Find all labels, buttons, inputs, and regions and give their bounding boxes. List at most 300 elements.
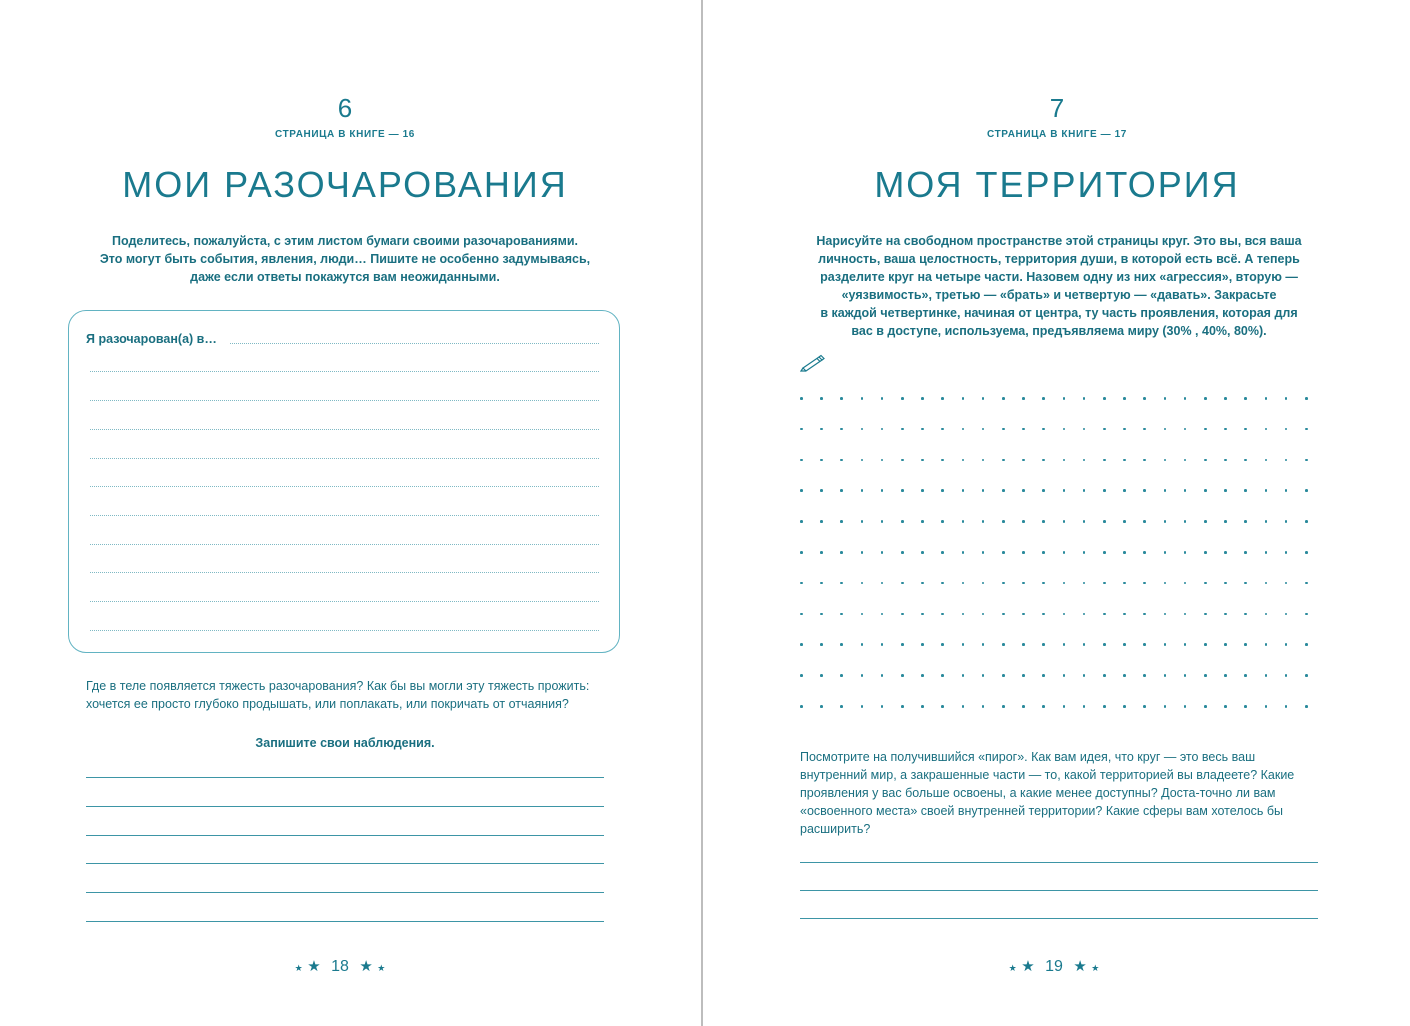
grid-dot [901,705,904,708]
grid-dot [1224,397,1227,400]
intro-line: Поделитесь, пожалуйста, с этим листом бумаги своими разочарованиями. [111,234,579,248]
grid-dot [1022,674,1025,677]
grid-dot [1184,705,1187,708]
grid-dot [1265,551,1268,554]
grid-dot [820,582,823,585]
grid-dot [881,428,884,431]
answer-line[interactable] [90,630,599,631]
grid-dot [1143,705,1146,708]
grid-dot [1204,613,1207,616]
grid-dot [962,582,965,585]
grid-dot [1265,613,1268,616]
notes-line[interactable] [86,777,604,778]
grid-dot [1244,459,1247,462]
grid-dot [820,489,823,492]
grid-dot [1305,489,1308,492]
grid-dot [1063,397,1066,400]
intro-line: в каждой четвертинке, начиная от центра, ту часть проявления, которая для [820,306,1298,320]
answer-line[interactable] [230,343,599,344]
grid-dot [840,459,843,462]
page-number-footer [240,957,440,976]
grid-dot [1305,705,1308,708]
star-icon: ★ [1073,958,1087,975]
grid-dot [881,613,884,616]
answer-line[interactable] [90,572,599,573]
grid-dot [1002,551,1005,554]
intro-line: разделите круг на четыре части. Назовем одну из них «агрессия», вторую — [820,270,1298,284]
grid-dot [1002,397,1005,400]
reflection-question: Посмотрите на получившийся «пирог». Как вам идея, что круг — это весь ваш внутренний мир, а закрашенные части — то, какой территорией вы владеете? Какие проявления у вас больше освоены, а какие менее доступны? Доста-точно ли вам «освоенного места» своей внутренней территории? Какие сферы вам хотелось бы расширить? [800,750,1295,836]
grid-dot [1022,705,1025,708]
answer-line[interactable] [90,371,599,372]
grid-dot [921,428,924,431]
grid-dot [941,674,944,677]
grid-dot [1002,613,1005,616]
exercise-number: 6 [337,93,353,123]
grid-dot [1123,643,1126,646]
grid-dot [1103,397,1106,400]
grid-dot [1123,428,1126,431]
intro-line: личность, ваша целостность, территория души, в которой есть всё. А теперь [818,252,1300,266]
grid-dot [921,643,924,646]
answer-prompt: Я разочарован(а) в… [86,332,217,346]
grid-dot [1083,705,1086,708]
grid-dot [1143,551,1146,554]
grid-dot [1204,705,1207,708]
grid-dot [941,705,944,708]
grid-dot [1002,520,1005,523]
grid-dot [1244,643,1247,646]
answer-line[interactable] [90,429,599,430]
grid-dot [1042,551,1045,554]
grid-dot [921,674,924,677]
grid-dot [1285,705,1288,708]
star-icon: ★ [377,963,386,973]
grid-dot [1285,489,1288,492]
page-number: 18 [331,958,349,975]
grid-dot [840,705,843,708]
grid-dot [1063,582,1066,585]
answer-line[interactable] [90,544,599,545]
intro-line: даже если ответы покажутся вам неожиданными. [190,270,500,284]
grid-dot [840,397,843,400]
grid-dot [861,582,864,585]
grid-dot [962,551,965,554]
grid-dot [941,582,944,585]
grid-dot [1164,643,1167,646]
grid-dot [962,428,965,431]
grid-dot [1305,397,1308,400]
grid-dot [881,705,884,708]
grid-dot [1143,613,1146,616]
grid-dot [1063,428,1066,431]
grid-dot [921,489,924,492]
grid-dot [1123,551,1126,554]
grid-dot [1002,489,1005,492]
grid-dot [840,613,843,616]
notes-line[interactable] [800,918,1318,919]
grid-dot [1164,582,1167,585]
grid-dot [921,520,924,523]
intro-line: вас в доступе, используема, предъявляема миру (30% , 40%, 80%). [851,324,1267,338]
book-page-reference: СТРАНИЦА В КНИГЕ — 17 [987,129,1127,140]
grid-dot [800,551,803,554]
grid-dot [982,643,985,646]
grid-dot [1224,459,1227,462]
grid-dot [1063,643,1066,646]
grid-dot [1184,428,1187,431]
grid-dot [1285,613,1288,616]
notes-line[interactable] [86,863,604,864]
grid-dot [1184,582,1187,585]
intro-line: «уязвимость», третью — «брать» и четвертую — «давать». Закрасьте [841,288,1277,302]
grid-dot [1103,520,1106,523]
book-page-reference: СТРАНИЦА В КНИГЕ — 16 [275,129,415,140]
notes-line[interactable] [800,862,1318,863]
grid-dot [800,674,803,677]
grid-dot [1204,428,1207,431]
notes-line[interactable] [86,835,604,836]
grid-dot [1063,489,1066,492]
grid-dot [1244,489,1247,492]
grid-dot [800,428,803,431]
grid-dot [881,674,884,677]
grid-dot [1244,520,1247,523]
grid-dot [1265,520,1268,523]
answer-line[interactable] [90,400,599,401]
grid-dot [941,551,944,554]
grid-dot [901,582,904,585]
grid-dot [982,705,985,708]
grid-dot [800,582,803,585]
grid-dot [1123,459,1126,462]
grid-dot [861,643,864,646]
grid-dot [820,613,823,616]
grid-dot [861,551,864,554]
grid-dot [1224,489,1227,492]
grid-dot [921,705,924,708]
grid-dot [1123,489,1126,492]
grid-dot [1164,551,1167,554]
grid-dot [1204,582,1207,585]
grid-dot [921,459,924,462]
exercise-number: 7 [1049,93,1065,123]
grid-dot [1123,520,1126,523]
reflection-question: Где в теле появляется тяжесть разочарования? Как бы вы могли эту тяжесть прожить: хочется ее просто глубоко продышать, или поплакать, или покричать от отчаяния? [86,679,590,711]
grid-dot [1002,674,1005,677]
grid-dot [962,520,965,523]
intro-text [60,232,630,286]
grid-dot [820,643,823,646]
grid-dot [982,582,985,585]
grid-dot [1083,397,1086,400]
grid-dot [962,489,965,492]
grid-dot [1103,582,1106,585]
grid-dot [861,428,864,431]
grid-dot [1042,582,1045,585]
grid-dot [861,705,864,708]
grid-dot [1042,705,1045,708]
page-number-footer [954,957,1154,976]
grid-dot [1224,551,1227,554]
grid-dot [1083,674,1086,677]
grid-dot [1002,582,1005,585]
grid-dot [1042,489,1045,492]
grid-dot [1244,674,1247,677]
grid-dot [1022,643,1025,646]
grid-dot [840,551,843,554]
grid-dot [901,489,904,492]
page-title: МОЯ ТЕРРИТОРИЯ [874,164,1240,205]
grid-dot [1204,397,1207,400]
grid-dot [921,582,924,585]
grid-dot [982,428,985,431]
intro-text [784,232,1334,340]
grid-dot [1305,582,1308,585]
grid-dot [1204,674,1207,677]
grid-dot [921,551,924,554]
answer-line[interactable] [90,458,599,459]
grid-dot [1022,613,1025,616]
grid-dot [1083,459,1086,462]
grid-dot [1305,674,1308,677]
book-spine [701,0,703,1026]
grid-dot [861,520,864,523]
grid-dot [941,489,944,492]
grid-dot [840,674,843,677]
grid-dot [820,397,823,400]
grid-dot [982,489,985,492]
grid-dot [982,397,985,400]
grid-dot [861,613,864,616]
grid-dot [1143,489,1146,492]
grid-dot [1022,459,1025,462]
grid-dot [1123,582,1126,585]
grid-dot [1143,397,1146,400]
grid-dot [901,520,904,523]
grid-dot [1083,643,1086,646]
grid-dot [1022,551,1025,554]
grid-dot [962,459,965,462]
grid-dot [1204,643,1207,646]
grid-dot [1103,674,1106,677]
grid-dot [1123,705,1126,708]
grid-dot [1204,520,1207,523]
star-icon: ★ [1021,958,1035,975]
grid-dot [962,705,965,708]
answer-line[interactable] [90,486,599,487]
grid-dot [1285,643,1288,646]
grid-dot [800,489,803,492]
grid-dot [881,459,884,462]
grid-dot [1002,428,1005,431]
grid-dot [820,428,823,431]
grid-dot [1143,674,1146,677]
grid-dot [861,489,864,492]
grid-dot [1244,397,1247,400]
notes-line[interactable] [86,806,604,807]
grid-dot [1103,551,1106,554]
grid-dot [982,551,985,554]
grid-dot [901,551,904,554]
grid-dot [1265,674,1268,677]
grid-dot [881,582,884,585]
grid-dot [1285,520,1288,523]
grid-dot [1063,705,1066,708]
grid-dot [1103,613,1106,616]
grid-dot [1265,643,1268,646]
grid-dot [1305,643,1308,646]
grid-dot [1123,397,1126,400]
grid-dot [1224,643,1227,646]
grid-dot [840,489,843,492]
grid-dot [962,613,965,616]
grid-dot [1184,551,1187,554]
grid-dot [941,520,944,523]
grid-dot [1143,582,1146,585]
grid-dot [1164,520,1167,523]
page-number: 19 [1045,958,1063,975]
grid-dot [1002,459,1005,462]
grid-dot [1244,613,1247,616]
grid-dot [1063,459,1066,462]
grid-dot [1184,397,1187,400]
star-icon: ★ [1008,963,1017,973]
grid-dot [881,520,884,523]
grid-dot [1244,428,1247,431]
notes-line[interactable] [86,921,604,922]
grid-dot [1063,520,1066,523]
grid-dot [820,551,823,554]
grid-dot [881,643,884,646]
grid-dot [1265,582,1268,585]
grid-dot [1022,428,1025,431]
grid-dot [1042,643,1045,646]
grid-dot [1002,705,1005,708]
grid-dot [962,643,965,646]
grid-dot [861,459,864,462]
grid-dot [800,520,803,523]
grid-dot [941,613,944,616]
grid-dot [1305,551,1308,554]
star-icon: ★ [359,958,373,975]
grid-dot [1204,459,1207,462]
star-icon: ★ [294,963,303,973]
grid-dot [982,520,985,523]
grid-dot [1164,489,1167,492]
grid-dot [1265,397,1268,400]
grid-dot [1164,397,1167,400]
grid-dot [861,674,864,677]
grid-dot [1042,674,1045,677]
grid-dot [901,428,904,431]
grid-dot [1143,459,1146,462]
grid-dot [1224,582,1227,585]
grid-dot [1123,613,1126,616]
grid-dot [1083,428,1086,431]
notes-line[interactable] [800,890,1318,891]
grid-dot [1083,489,1086,492]
grid-dot [1224,520,1227,523]
grid-dot [901,643,904,646]
grid-dot [1063,674,1066,677]
grid-dot [1022,582,1025,585]
grid-dot [1103,705,1106,708]
grid-dot [962,397,965,400]
grid-dot [820,705,823,708]
grid-dot [1022,520,1025,523]
grid-dot [800,705,803,708]
grid-dot [1285,459,1288,462]
grid-dot [1224,674,1227,677]
grid-dot [982,459,985,462]
grid-dot [1103,489,1106,492]
grid-dot [1305,428,1308,431]
grid-dot [1285,551,1288,554]
grid-dot [1143,520,1146,523]
pencil-icon [800,352,826,372]
grid-dot [1042,459,1045,462]
grid-dot [1265,428,1268,431]
grid-dot [840,582,843,585]
grid-dot [1002,643,1005,646]
grid-dot [921,613,924,616]
grid-dot [901,397,904,400]
grid-dot [1305,613,1308,616]
instruction-text: Запишите свои наблюдения. [255,736,435,750]
grid-dot [1083,520,1086,523]
grid-dot [1244,551,1247,554]
grid-dot [1184,459,1187,462]
grid-dot [1184,674,1187,677]
grid-dot [800,613,803,616]
grid-dot [1184,520,1187,523]
grid-dot [1083,613,1086,616]
answer-line[interactable] [90,515,599,516]
grid-dot [1164,428,1167,431]
grid-dot [820,674,823,677]
grid-dot [982,613,985,616]
grid-dot [1103,459,1106,462]
grid-dot [1164,705,1167,708]
grid-dot [800,459,803,462]
grid-dot [1123,674,1126,677]
grid-dot [1184,613,1187,616]
grid-dot [1285,582,1288,585]
grid-dot [941,459,944,462]
grid-dot [921,397,924,400]
notes-line[interactable] [86,892,604,893]
grid-dot [1103,643,1106,646]
grid-dot [1265,489,1268,492]
grid-dot [1305,459,1308,462]
grid-dot [1143,643,1146,646]
grid-dot [800,643,803,646]
answer-line[interactable] [90,601,599,602]
grid-dot [1063,613,1066,616]
grid-dot [1285,397,1288,400]
grid-dot [1164,674,1167,677]
grid-dot [1022,489,1025,492]
grid-dot [1164,459,1167,462]
star-icon: ★ [1091,963,1100,973]
grid-dot [881,551,884,554]
grid-dot [1285,428,1288,431]
intro-line: Это могут быть события, явления, люди… Пишите не особенно задумываясь, [99,252,591,266]
grid-dot [840,643,843,646]
grid-dot [901,674,904,677]
grid-dot [840,428,843,431]
